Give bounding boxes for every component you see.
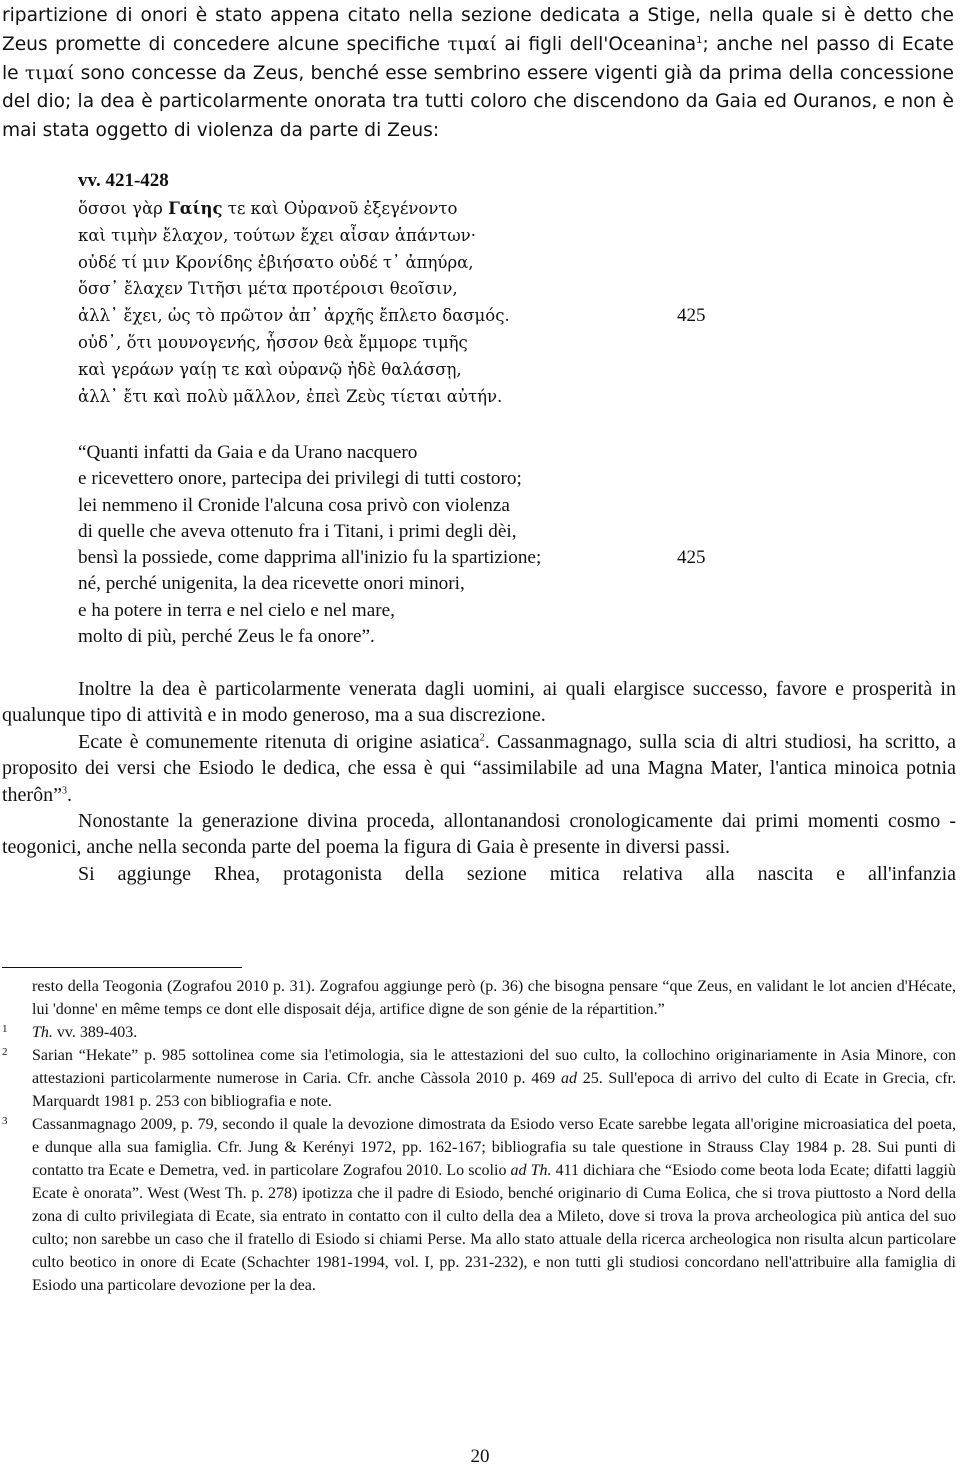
greek-verse-line — [78, 250, 738, 277]
greek-verse-line — [78, 357, 738, 384]
translation-text: “Quanti infatti da Gaia e da Urano nacquero — [78, 442, 418, 463]
paragraph-text: . — [66, 783, 72, 806]
translation-text: né, perché unigenita, la dea ricevette onori minori, — [78, 573, 465, 595]
greek-verse-line — [78, 384, 738, 411]
verse-reference: vv. 421-428 — [78, 170, 169, 191]
verse-text: ἀλλ᾽ ἔχει, ὡς τὸ πρῶτον ἀπ᾽ ἀρχῆς ἔπλετο δασμός. — [78, 306, 510, 326]
greek-verse-line — [78, 196, 738, 223]
verse-text: οὐδ᾽, ὅτι μουνογενής, ἧσσον θεὰ ἔμμορε τιμῆς — [78, 332, 468, 352]
line-number: 425 — [677, 305, 706, 327]
intro-text: ; anche nel passo di Ecate le — [2, 33, 954, 84]
footnote-ref[interactable]: 1 — [696, 34, 703, 46]
intro-paragraph — [2, 2, 954, 146]
translation-line — [78, 571, 778, 597]
verse-text: καὶ τιμὴν ἔλαχον, τούτων ἔχει αἶσαν ἁπάντων· — [78, 225, 476, 245]
footnote-continuation — [2, 975, 956, 1021]
translation-line — [78, 624, 778, 650]
translation-text: molto di più, perché Zeus le fa onore”. — [78, 626, 375, 648]
greek-verse-line — [78, 276, 738, 303]
translation-text: lei nemmeno il Cronide l'alcuna cosa privò con violenza — [78, 494, 510, 516]
verse-text: τε καὶ Οὐρανοῦ ἐξεγένοντο — [222, 199, 458, 218]
translation-line — [78, 598, 778, 624]
paragraph — [2, 729, 956, 808]
translation-line — [78, 519, 778, 545]
greek-term: τιμαί — [24, 62, 75, 84]
translation-text: bensì la possiede, come dapprima all'inizio fu la spartizione; — [78, 547, 542, 569]
translation-text: e ha potere in terra e nel cielo e nel mare, — [78, 599, 395, 621]
footnote-text: Sarian “Hekate” p. 985 sottolinea come sia l'etimologia, sia le attestazioni del suo culto, la collochino originariamente in Asia Minore, con attestazioni particolarmente numerose in Caria. Cfr. anche Càssola 2010 p. 469 — [32, 1047, 956, 1087]
translation-line — [78, 545, 778, 571]
translation-line — [78, 493, 778, 519]
intro-text: ai figli dell'Oceanina — [496, 33, 697, 55]
verse-translation — [78, 440, 778, 650]
greek-verses — [78, 196, 738, 410]
footnote-text: 411 dichiara che “Esiodo come beota loda Ecate; difatti laggiù Ecate è onorata”. West (West Th. p. 278) ipotizza che il padre di Esiodo, benché originario di Cuma Eolica, che si trova piuttosto a Nord della zona di culto privilegiata di Ecate, sia entrato in contatto con il culto della dea a Mileto, dove si trova la prova archeologica più antica del suo culto; non sarebbe un caso che il fratello di Esiodo si chiami Perse. Ma allo stato attuale della ricerca archeologica non risulta alcun particolare culto beotico in onore di Ecate (Schachter 1981-1994, vol. I, pp. 231-232), e non tutti gli studiosi concordano nell'attribuire alla famiglia di Esiodo una particolare devozione per la dea. — [32, 1162, 956, 1294]
translation-text: di quelle che aveva ottenuto fra i Titani, i primi degli dèi, — [78, 520, 517, 542]
footnote-italic: ad Th. — [510, 1162, 552, 1179]
verse-bold-word: Γαίης — [168, 199, 223, 218]
intro-text: ripartizione di onori è stato appena citato nella sezione dedicata a Stige, nella quale si è detto che Zeus promette di concedere alcune specifiche — [2, 5, 954, 55]
greek-verse-line — [78, 223, 738, 250]
paragraph-text: Ecate è comunemente ritenuta di origine asiatica — [78, 730, 480, 753]
page-number: 20 — [470, 1446, 490, 1467]
verse-text: ὅσσοι γὰρ — [78, 199, 169, 218]
footnote-text: Cassanmagnago 2009, p. 79, secondo il quale la devozione dimostrata da Esiodo verso Ecate sarebbe legata all'origine microasiatica del poeta, e dunque alla sua famiglia. Cfr. Jung & Kerényi 1972, pp. 162-167; bibliografia su tale questione in Strauss Clay 1984 p. 28. Sui punti di contatto tra Ecate e Demetra, ved. in particolare Zografou 2010. Lo scolio — [32, 1116, 956, 1179]
paragraph-text: . Cassanmagnago, sulla scia di altri studiosi, ha scritto, a proposito dei versi che Esiodo le dedica, che essa è qui “assimilabile ad una Magna Mater, l'antica minoica potnia therôn” — [2, 730, 956, 806]
body-text — [2, 676, 956, 887]
greek-verse-line — [78, 330, 738, 357]
footnote-italic: Th. — [32, 1024, 53, 1041]
verse-text: ἀλλ᾽ ἔτι καὶ πολὺ μᾶλλον, ἐπεὶ Ζεὺς τίεται αὐτήν. — [78, 386, 503, 406]
footnote-marker: 1 — [2, 1023, 8, 1035]
footnotes — [2, 975, 956, 1297]
footnote-ref[interactable]: 2 — [479, 732, 485, 744]
footnote-text: resto della Teogonia (Zografou 2010 p. 31). Zografou aggiunge però (p. 36) che bisogna pensare “que Zeus, en validant le lot ancien d'Hécate, lui 'donne' en même temps ce dont elle disposait déja, artifice digne de son génie de la répartition.” — [32, 978, 956, 1018]
translation-line — [78, 466, 778, 492]
line-number: 425 — [677, 547, 706, 569]
verse-text: οὐδέ τί μιν Κρονίδης ἐβιήσατο οὐδέ τ᾽ ἀπηύρα, — [78, 252, 474, 272]
footnote-marker: 2 — [2, 1046, 8, 1058]
footnote-1 — [2, 1021, 956, 1044]
translation-line — [78, 440, 778, 466]
greek-term: τιμαί — [447, 33, 497, 55]
footnote-text: 25. Sull'epoca di arrivo del culto di Ecate in Grecia, cfr. Marquardt 1981 p. 253 con bibliografia e note. — [32, 1070, 956, 1110]
footnote-text: vv. 389-403. — [52, 1024, 138, 1041]
paragraph: Si aggiunge Rhea, protagonista della sezione mitica relativa alla nascita e all'infanzia — [78, 862, 956, 885]
paragraph: Inoltre la dea è particolarmente venerata dagli uomini, ai quali elargisce successo, favore e prosperità in qualunque tipo di attività e in modo generoso, ma a sua discrezione. — [2, 678, 956, 727]
translation-text: e ricevettero onore, partecipa dei privilegi di tutti costoro; — [78, 468, 522, 490]
paragraph: Nonostante la generazione divina proceda, allontanandosi cronologicamente dai primi momenti cosmo - teogonici, anche nella seconda parte del poema la figura di Gaia è presente in diversi passi. — [2, 810, 956, 859]
verse-text: ὅσσ᾽ ἔλαχεν Τιτῆσι μέτα προτέροισι θεοῖσιν, — [78, 279, 458, 299]
greek-verse-line — [78, 303, 738, 330]
footnote-separator — [2, 967, 242, 968]
intro-text: sono concesse da Zeus, benché esse sembrino essere vigenti già da prima della concessione del dio; la dea è particolarmente onorata tra tutti coloro che discendono da Gaia ed Ouranos, e non è mai stata oggetto di violenza da parte di Zeus: — [2, 62, 954, 142]
footnote-ref[interactable]: 3 — [61, 784, 67, 796]
footnote-italic: ad — [560, 1070, 577, 1087]
verse-text: καὶ γεράων γαίῃ τε καὶ οὐρανῷ ἠδὲ θαλάσσῃ, — [78, 359, 462, 379]
footnote-marker: 3 — [2, 1115, 8, 1127]
footnote-2 — [2, 1044, 956, 1113]
footnote-3 — [2, 1113, 956, 1297]
